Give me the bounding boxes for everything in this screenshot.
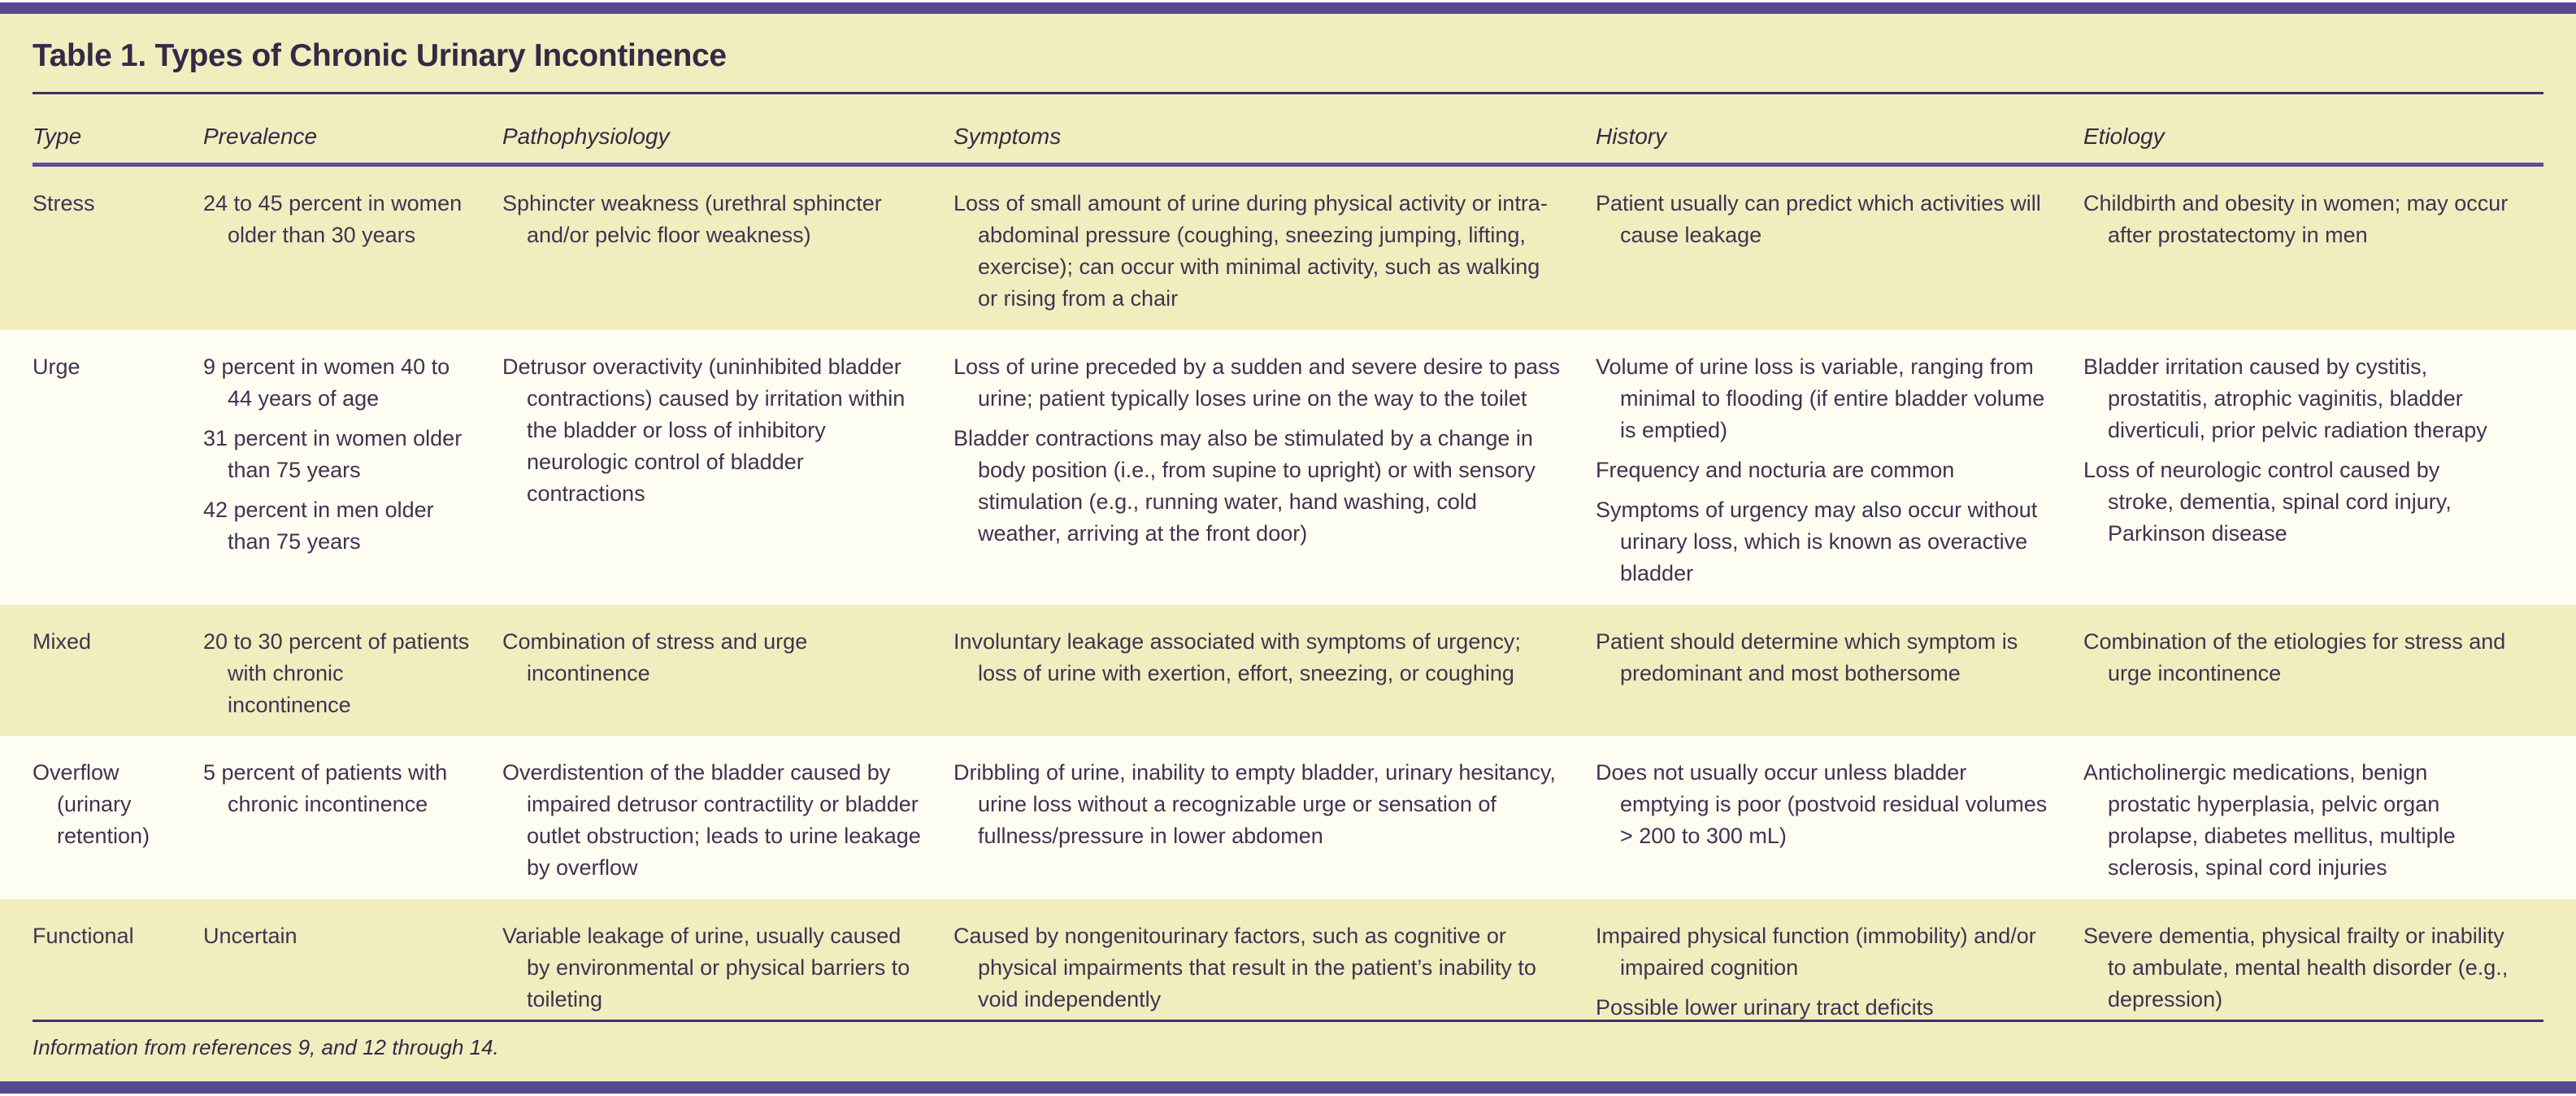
cell-paragraph: 9 percent in women 40 to 44 years of age — [203, 354, 450, 411]
cell-paragraph: Bladder contractions may also be stimulated by a change in body position (i.e., from supine to upright) or with sensory stimulation (e.g., running water, hand washing, cold weather, arriving at the front door) — [954, 425, 1536, 546]
cell-paragraph: Combination of stress and urge incontinence — [502, 628, 808, 685]
table-body — [0, 167, 2576, 1020]
cell-paragraph: Bladder irritation caused by cystitis, prostatitis, atrophic vaginitis, bladder diverticuli, prior pelvic radiation therapy — [2083, 354, 2487, 442]
cell-symptoms — [954, 188, 1596, 315]
cell-paragraph: Loss of small amount of urine during physical activity or intra-abdominal pressure (coughing, sneezing jumping, lifting, exercise); can occur with minimal activity, such as walking or rising from a chair — [954, 191, 1548, 311]
cell-paragraph: 20 to 30 percent of patients with chronic incontinence — [203, 628, 470, 717]
cell-history — [1596, 757, 2083, 885]
cell-paragraph: Patient usually can predict which activities will cause leakage — [1596, 191, 2041, 248]
cell-paragraph: 5 percent of patients with chronic incontinence — [203, 759, 448, 817]
cell-prevalence — [203, 351, 502, 590]
cell-history — [1596, 188, 2083, 315]
column-header-history: History — [1596, 124, 1667, 149]
table-row — [0, 736, 2576, 899]
cell-paragraph: Loss of urine preceded by a sudden and severe desire to pass urine; patient typically loses urine on the way to the toilet — [954, 354, 1560, 411]
cell-paragraph: Functional — [33, 923, 134, 948]
cell-prevalence — [203, 920, 502, 1024]
cell-paragraph: Patient should determine which symptom is predominant and most bothersome — [1596, 628, 2018, 685]
cell-paragraph: Detrusor overactivity (uninhibited bladder contractions) caused by irritation within the bladder or loss of inhibitory neurologic control of bladder contractions — [502, 354, 906, 507]
cell-paragraph: Symptoms of urgency may also occur without urinary loss, which is known as overactive bladder — [1596, 498, 2038, 586]
cell-paragraph: Impaired physical function (immobility) and/or impaired cognition — [1596, 923, 2036, 980]
cell-etiology — [2083, 920, 2543, 1024]
cell-symptoms — [954, 351, 1596, 590]
cell-paragraph: Caused by nongenitourinary factors, such as cognitive or physical impairments that result in the patient’s inability to void independently — [954, 923, 1536, 1011]
cell-paragraph: 42 percent in men older than 75 years — [203, 498, 434, 555]
cell-pathophysiology — [502, 757, 954, 885]
cell-paragraph: Possible lower urinary tract deficits — [1596, 994, 1934, 1020]
cell-symptoms — [954, 757, 1596, 885]
cell-type — [33, 920, 203, 1024]
cell-paragraph: Severe dementia, physical frailty or inability to ambulate, mental health disorder (e.g., depression) — [2083, 923, 2509, 1011]
table-row — [0, 899, 2576, 1038]
cell-history — [1596, 920, 2083, 1024]
cell-pathophysiology — [502, 626, 954, 721]
table-row — [0, 605, 2576, 736]
cell-etiology — [2083, 626, 2543, 721]
column-header-etiology: Etiology — [2083, 124, 2165, 149]
cell-paragraph: Overflow (urinary retention) — [33, 759, 150, 849]
column-header-row — [0, 94, 2576, 150]
cell-prevalence — [203, 188, 502, 315]
cell-paragraph: Volume of urine loss is variable, ranging from minimal to flooding (if entire bladder volume is emptied) — [1596, 354, 2045, 442]
cell-paragraph: Anticholinergic medications, benign prostatic hyperplasia, pelvic organ prolapse, diabetes mellitus, multiple sclerosis, spinal cord injuries — [2083, 759, 2456, 881]
cell-paragraph: Variable leakage of urine, usually caused by environmental or physical barriers to toileting — [502, 923, 910, 1011]
table-row — [0, 330, 2576, 605]
cell-history — [1596, 351, 2083, 590]
cell-etiology — [2083, 757, 2543, 885]
cell-paragraph: Does not usually occur unless bladder emptying is poor (postvoid residual volumes > 200 to 300 mL) — [1596, 759, 2048, 849]
cell-pathophysiology — [502, 351, 954, 590]
cell-type — [33, 757, 203, 885]
cell-pathophysiology — [502, 188, 954, 315]
cell-prevalence — [203, 757, 502, 885]
cell-symptoms — [954, 626, 1596, 721]
cell-paragraph: Sphincter weakness (urethral sphincter and/or pelvic floor weakness) — [502, 191, 882, 248]
cell-paragraph: Stress — [33, 191, 95, 215]
cell-paragraph: Uncertain — [203, 923, 298, 948]
cell-type — [33, 626, 203, 721]
cell-paragraph: Frequency and nocturia are common — [1596, 457, 1955, 482]
cell-paragraph: Combination of the etiologies for stress and urge incontinence — [2083, 628, 2506, 685]
cell-etiology — [2083, 188, 2543, 315]
cell-paragraph: Urge — [33, 354, 80, 379]
footnote: Information from references 9, and 12 through 14. — [33, 1035, 499, 1059]
cell-prevalence — [203, 626, 502, 721]
cell-history — [1596, 626, 2083, 721]
cell-paragraph: Childbirth and obesity in women; may occur after prostatectomy in men — [2083, 191, 2509, 248]
column-header-prevalence: Prevalence — [203, 124, 318, 149]
table-panel — [0, 14, 2576, 1081]
table-title: Table 1. Types of Chronic Urinary Incontinence — [33, 38, 727, 73]
column-header-symptoms: Symptoms — [954, 124, 1062, 149]
cell-paragraph: 31 percent in women older than 75 years — [203, 425, 463, 482]
column-header-pathophysiology: Pathophysiology — [502, 124, 670, 149]
cell-paragraph: Mixed — [33, 628, 92, 654]
cell-pathophysiology — [502, 920, 954, 1024]
cell-paragraph: 24 to 45 percent in women older than 30 years — [203, 191, 463, 248]
cell-symptoms — [954, 920, 1596, 1024]
bottom-accent-bar — [0, 1081, 2576, 1094]
cell-paragraph: Dribbling of urine, inability to empty bladder, urinary hesitancy, urine loss without a recognizable urge or sensation of fullness/pressure in lower abdomen — [954, 759, 1556, 849]
top-accent-bar — [0, 2, 2576, 14]
table-row — [0, 167, 2576, 330]
cell-paragraph: Involuntary leakage associated with symptoms of urgency; loss of urine with exertion, effort, sneezing, or coughing — [954, 628, 1521, 685]
cell-type — [33, 351, 203, 590]
cell-etiology — [2083, 351, 2543, 590]
column-header-type: Type — [33, 124, 82, 149]
cell-paragraph: Loss of neurologic control caused by stroke, dementia, spinal cord injury, Parkinson disease — [2083, 457, 2452, 546]
cell-paragraph: Overdistention of the bladder caused by impaired detrusor contractility or bladder outlet obstruction; leads to urine leakage by overflow — [502, 759, 921, 881]
cell-type — [33, 188, 203, 315]
